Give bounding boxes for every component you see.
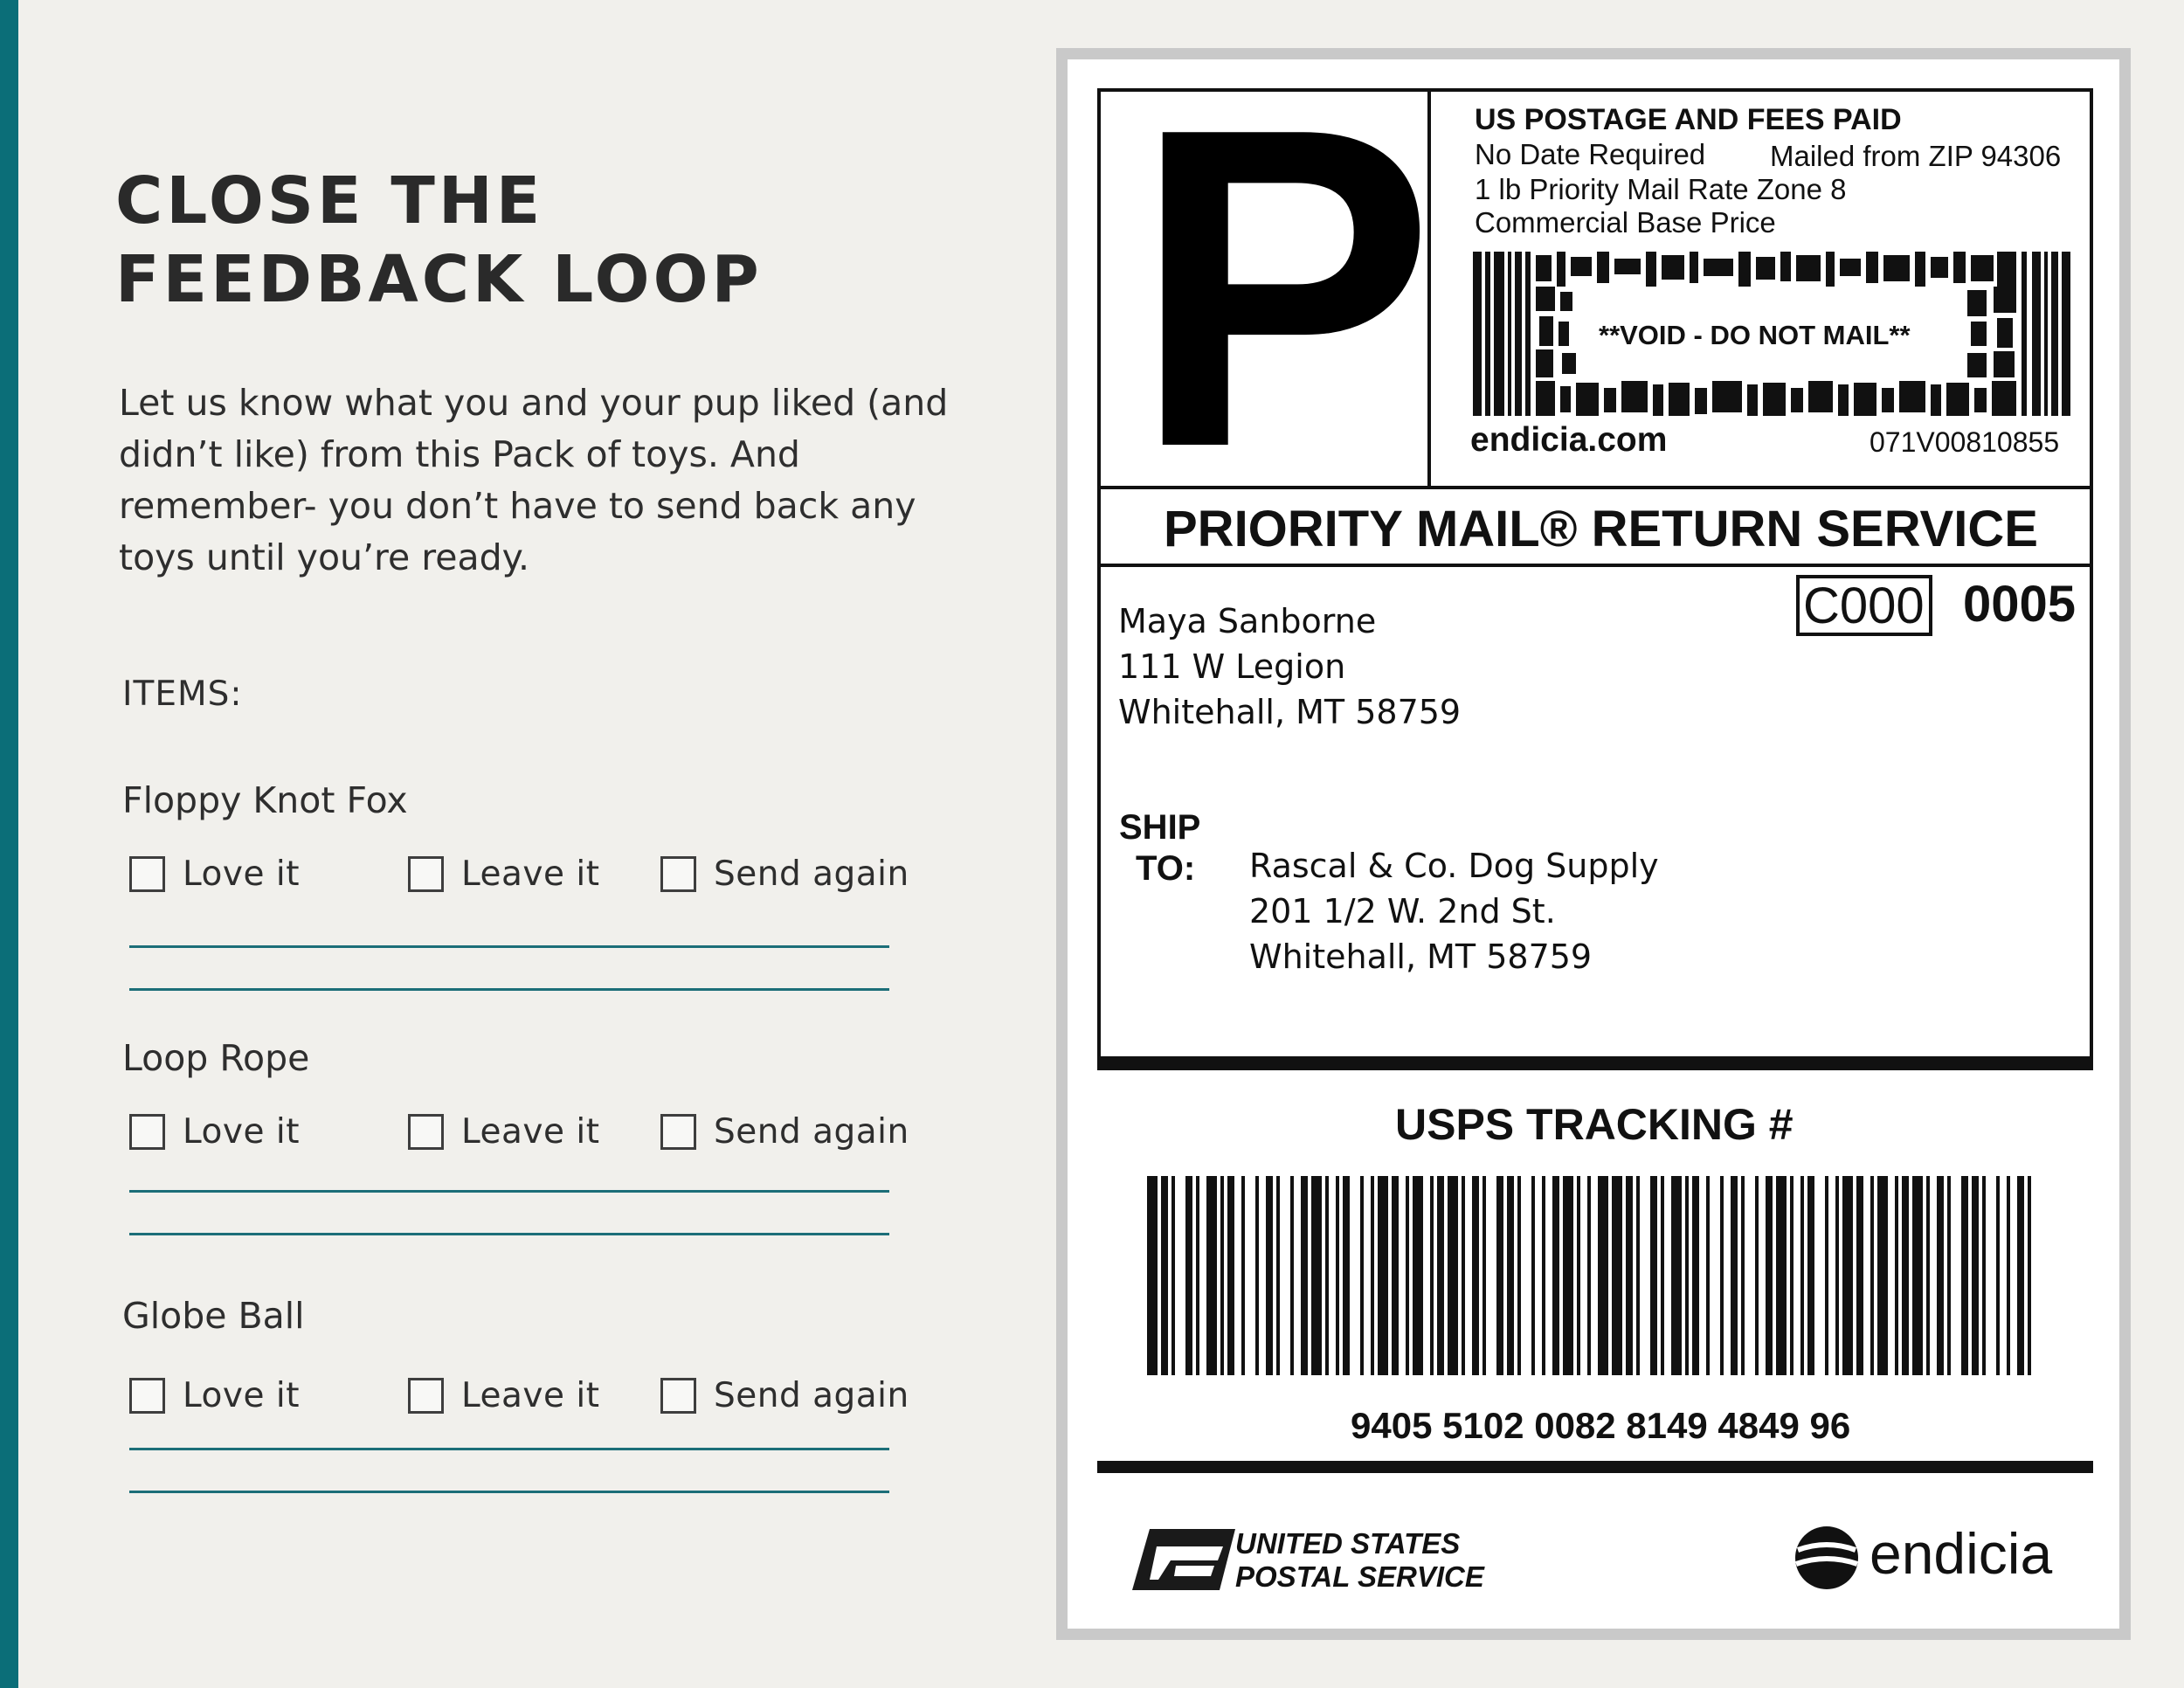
sender-name: Maya Sanborne [1118,602,1377,640]
checkbox-icon[interactable] [408,856,444,892]
checkbox-icon[interactable] [129,1378,165,1414]
checkbox-icon[interactable] [660,856,696,892]
note-line[interactable] [129,1233,889,1235]
tracking-number: 9405 5102 0082 8149 4849 96 [1351,1405,1851,1446]
checkbox-icon[interactable] [408,1114,444,1150]
void-notice: **VOID - DO NOT MAIL** [1599,320,1911,350]
side-stripe [0,0,18,1688]
option-label: Leave it [461,1111,600,1152]
option-label: Love it [183,1375,301,1415]
send-again-option[interactable] [660,1376,909,1415]
send-again-option[interactable] [660,1112,909,1151]
tracking-barcode [1147,1176,2031,1375]
endicia-logo-text: endicia [1870,1521,2053,1586]
recipient-address [1249,843,1659,979]
service-title: PRIORITY MAIL® RETURN SERVICE [1164,501,2038,557]
to-label: TO: [1136,849,1196,888]
option-label: Leave it [461,854,600,894]
leave-it-option[interactable] [408,854,600,893]
title-line-1: CLOSE THE [115,163,544,239]
note-line[interactable] [129,988,889,991]
option-label: Love it [183,854,301,894]
send-again-option[interactable] [660,854,909,893]
recipient-name: Rascal & Co. Dog Supply [1249,847,1659,885]
sender-street: 111 W Legion [1118,647,1346,686]
page-title [115,162,763,319]
priority-letter: P [1132,34,1435,542]
intro-text: Let us know what you and your pup liked (and didn’t like) from this Pack of toys. And remember- you don’t have to send back any toys until you’re ready. [119,382,949,578]
item-name: Globe Ball [122,1295,305,1337]
divider [1097,564,2093,567]
item-name: Loop Rope [122,1037,310,1079]
box-code: C000 [1803,578,1925,634]
option-label: Send again [714,1111,909,1152]
items-label: ITEMS: [122,675,243,714]
rate-text: 1 lb Priority Mail Rate Zone 8 [1475,173,1847,205]
recipient-street: 201 1/2 W. 2nd St. [1249,892,1556,930]
divider-thick [1097,1461,2093,1473]
note-line[interactable] [129,1190,889,1193]
ship-label: SHIP [1119,808,1201,847]
note-line[interactable] [129,1448,889,1450]
mailed-from-text: Mailed from ZIP 94306 [1770,140,2062,172]
option-label: Send again [714,1375,909,1415]
feedback-item [122,1037,909,1264]
checkbox-icon[interactable] [129,856,165,892]
endicia-globe-icon [1793,1524,1861,1592]
endicia-url: endicia.com [1470,421,1668,459]
option-label: Love it [183,1111,301,1152]
recipient-city: Whitehall, MT 58759 [1249,937,1593,976]
divider-thick [1097,1056,2093,1070]
usps-eagle-icon [1132,1527,1235,1592]
title-line-2: FEEDBACK LOOP [115,242,763,317]
usps-line-2: POSTAL SERVICE [1235,1560,1484,1593]
label-code: 071V00810855 [1870,426,2060,458]
box-number: 0005 [1963,576,2077,633]
note-line[interactable] [129,945,889,948]
note-line[interactable] [129,1491,889,1493]
usps-line-1: UNITED STATES [1235,1527,1461,1560]
sender-address [1118,598,1461,735]
postage-title: US POSTAGE AND FEES PAID [1475,103,1902,136]
leave-it-option[interactable] [408,1112,600,1151]
checkbox-icon[interactable] [408,1378,444,1414]
no-date-text: No Date Required [1475,138,1706,170]
sender-city: Whitehall, MT 58759 [1118,693,1462,731]
feedback-item [122,779,909,1007]
checkbox-icon[interactable] [660,1378,696,1414]
tracking-title: USPS TRACKING # [1395,1100,1794,1149]
checkbox-icon[interactable] [660,1114,696,1150]
checkbox-icon[interactable] [129,1114,165,1150]
love-it-option[interactable] [129,1112,300,1151]
leave-it-option[interactable] [408,1376,600,1415]
usps-logo-text [1235,1527,1484,1594]
price-text: Commercial Base Price [1475,206,1776,239]
option-label: Send again [714,854,909,894]
love-it-option[interactable] [129,854,300,893]
option-label: Leave it [461,1375,600,1415]
item-name: Floppy Knot Fox [122,779,408,821]
love-it-option[interactable] [129,1376,300,1415]
feedback-item [122,1295,909,1522]
